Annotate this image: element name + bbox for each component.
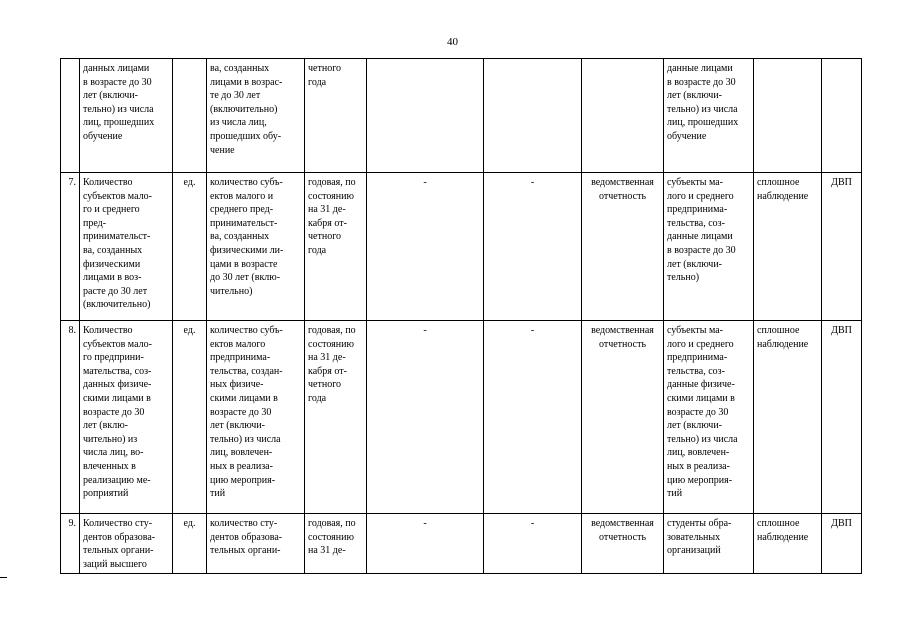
column-7-cell: - — [484, 514, 582, 574]
observation-method-cell — [754, 59, 822, 173]
periodicity-cell: годовая, по состоянию на 31 де- кабря от- четного года — [305, 173, 367, 321]
column-6-cell — [367, 59, 484, 173]
column-6-cell: - — [367, 321, 484, 514]
table-row — [61, 59, 862, 173]
indicator-name: данных лицами в возрасте до 30 лет (включи- тельно) из числа лиц, прошедших обучение — [80, 59, 173, 173]
table-row — [61, 514, 862, 574]
column-7-cell — [484, 59, 582, 173]
responsible-cell — [822, 59, 862, 173]
column-7-cell: - — [484, 173, 582, 321]
periodicity-cell: годовая, по состоянию на 31 де- кабря от- четного года — [305, 321, 367, 514]
indicator-name: Количество субъектов мало- го предприни- мательства, соз- данных физиче- скими лицами в возрасте до 30 лет (вклю- чительно) из числа лиц, во- влеченных в реализацию ме- роприятий — [80, 321, 173, 514]
responsible-cell: ДВП — [822, 514, 862, 574]
indicator-definition: ва, созданных лицами в возрас- те до 30 лет (включительно) из числа лиц, прошедших обу- чение — [207, 59, 305, 173]
row-number: 9. — [61, 514, 80, 574]
column-6-cell: - — [367, 514, 484, 574]
unit-cell: ед. — [173, 514, 207, 574]
page-number: 40 — [447, 36, 458, 48]
indicator-name: Количество сту- дентов образова- тельных органи- заций высшего — [80, 514, 173, 574]
responsible-cell: ДВП — [822, 321, 862, 514]
observation-object-cell: субъекты ма- лого и среднего предпринима- тельства, соз- данные лицами в возрасте до 30 лет (включи- тельно) — [664, 173, 754, 321]
observation-method-cell: сплошное наблюдение — [754, 321, 822, 514]
indicator-definition: количество субъ- ектов малого и среднего пред- принимательст- ва, созданных физическими ли- цами в возрасте до 30 лет (вклю- чительно) — [207, 173, 305, 321]
data-source-cell — [582, 59, 664, 173]
indicator-definition: количество субъ- ектов малого предпринима- тельства, создан- ных физиче- скими лицами в возрасте до 30 лет (включи- тельно) из числа лиц, вовлечен- ных в реализа- цию мероприя- тий — [207, 321, 305, 514]
table-row — [61, 173, 862, 321]
unit-cell: ед. — [173, 173, 207, 321]
observation-method-cell: сплошное наблюдение — [754, 173, 822, 321]
unit-cell: ед. — [173, 321, 207, 514]
periodicity-cell: годовая, по состоянию на 31 де- — [305, 514, 367, 574]
indicator-definition: количество сту- дентов образова- тельных органи- — [207, 514, 305, 574]
observation-object-cell: субъекты ма- лого и среднего предпринима- тельства, соз- данные физиче- скими лицами в возрасте до 30 лет (включи- тельно) из числа лиц, вовлечен- ных в реализа- цию мероприя- тий — [664, 321, 754, 514]
column-7-cell: - — [484, 321, 582, 514]
observation-object-cell: студенты обра- зовательных организаций — [664, 514, 754, 574]
data-source-cell: ведомственная отчетность — [582, 514, 664, 574]
responsible-cell: ДВП — [822, 173, 862, 321]
column-6-cell: - — [367, 173, 484, 321]
table-row — [61, 321, 862, 514]
indicator-name: Количество субъектов мало- го и среднего пред- принимательст- ва, созданных физическими лицами в воз- расте до 30 лет (включительно) — [80, 173, 173, 321]
data-source-cell: ведомственная отчетность — [582, 173, 664, 321]
observation-method-cell: сплошное наблюдение — [754, 514, 822, 574]
periodicity-cell: четного года — [305, 59, 367, 173]
indicators-table — [60, 58, 862, 574]
margin-mark — [0, 577, 7, 578]
row-number — [61, 59, 80, 173]
row-number: 7. — [61, 173, 80, 321]
observation-object-cell: данные лицами в возрасте до 30 лет (включи- тельно) из числа лиц, прошедших обучение — [664, 59, 754, 173]
row-number: 8. — [61, 321, 80, 514]
unit-cell — [173, 59, 207, 173]
data-source-cell: ведомственная отчетность — [582, 321, 664, 514]
